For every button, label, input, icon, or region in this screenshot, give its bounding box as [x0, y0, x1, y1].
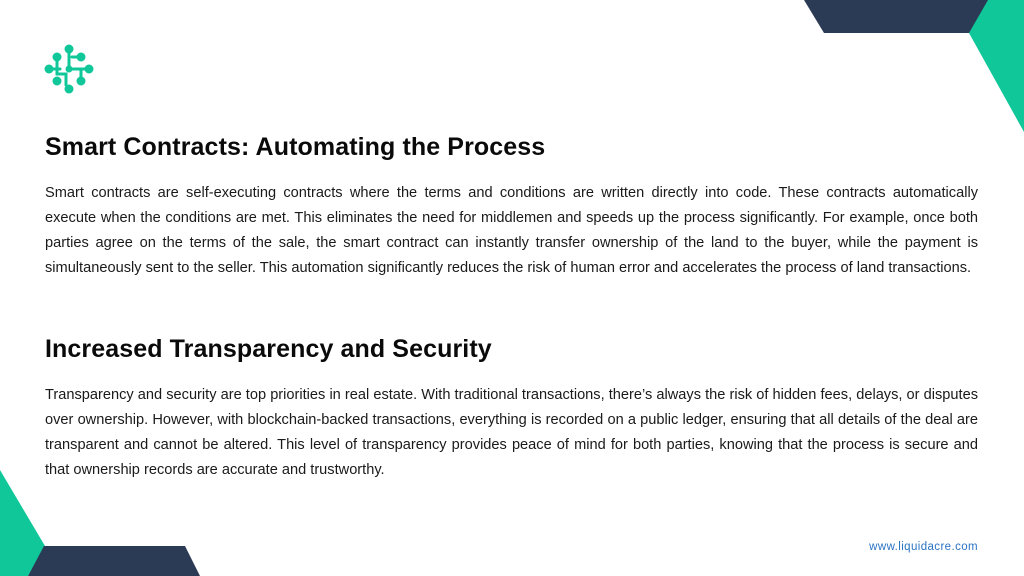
section-heading-smart-contracts: Smart Contracts: Automating the Process: [45, 133, 546, 161]
section-heading-transparency: Increased Transparency and Security: [45, 335, 492, 363]
section-body-transparency: Transparency and security are top priorities in real estate. With traditional transactions, there’s always the risk of hidden fees, delays, or disputes over ownership. However, with blockchain-backed transactions, everything is recorded on a public ledger, ensuring that all details of the deal are transparent and cannot be altered. This level of transparency provides peace of mind for both parties, knowing that the process is secure and that ownership records are accurate and trustworthy.: [45, 387, 978, 478]
blockchain-network-logo-icon: [44, 44, 94, 94]
website-link[interactable]: www.liquidacre.com: [869, 541, 978, 553]
top-right-decoration: [804, 0, 1024, 135]
section-body-smart-contracts: Smart contracts are self-executing contracts where the terms and conditions are written directly into code. These contracts automatically execute when the conditions are met. This eliminates the need for middlemen and speeds up the process significantly. For example, once both parties agree on the terms of the sale, the smart contract can instantly transfer ownership of the land to the buyer, while the payment is simultaneously sent to the seller. This automation significantly reduces the risk of human error and accelerates the process of land transactions.: [45, 185, 978, 276]
